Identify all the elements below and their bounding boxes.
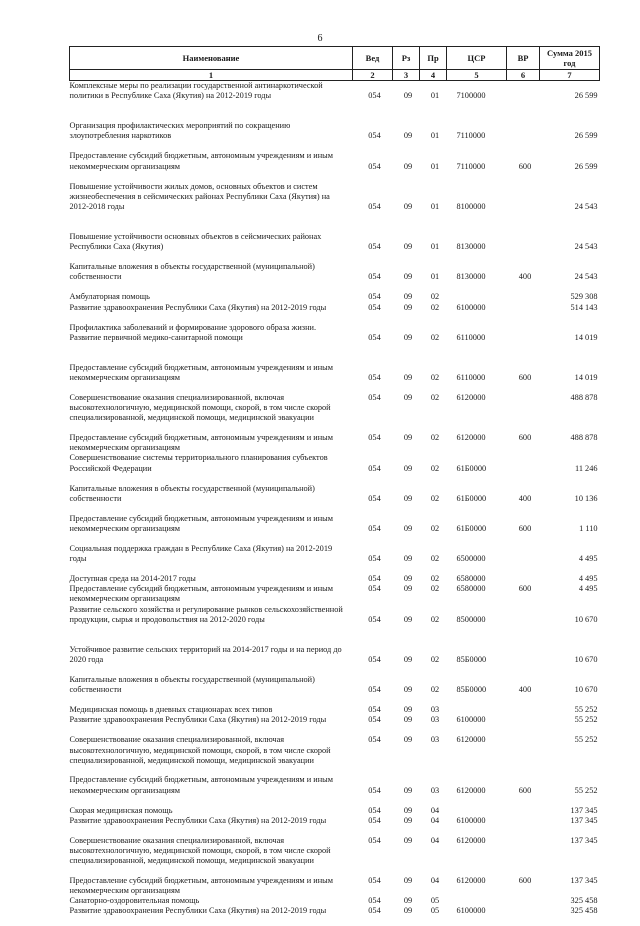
- row-ved: 054: [368, 574, 381, 584]
- row-rz: 09: [403, 493, 413, 503]
- table-row: [70, 182, 600, 232]
- row-sum: 137 345: [570, 875, 598, 885]
- row-csr: 8500000: [456, 614, 486, 624]
- table-row: [70, 816, 600, 836]
- row-name: Организация профилактических мероприятий по сокращению злоупотребления наркотиков: [69, 121, 291, 141]
- row-name: Социальная поддержка граждан в Республике Саха (Якутия) на 2012-2019 годы: [69, 543, 333, 564]
- row-vr: 400: [518, 493, 532, 503]
- table-row: [70, 151, 600, 181]
- row-ved: 054: [368, 735, 381, 745]
- table-row: [70, 514, 600, 544]
- row-rz: 09: [403, 805, 413, 815]
- row-sum: 55 252: [574, 705, 598, 715]
- row-pr: 02: [430, 655, 440, 665]
- row-pr: 01: [430, 91, 440, 101]
- row-rz: 09: [403, 463, 413, 473]
- row-vr: [507, 715, 540, 735]
- row-rz: 09: [403, 302, 413, 312]
- row-rz: 09: [403, 332, 413, 342]
- row-vr: [507, 81, 540, 122]
- row-csr: 7110000: [456, 161, 486, 171]
- row-sum: 55 252: [574, 735, 598, 745]
- row-name: Развитие здравоохранения Республики Саха (Якутия) на 2012-2019 годы: [69, 906, 327, 916]
- row-ved: 054: [368, 685, 381, 695]
- row-csr: [447, 806, 507, 816]
- row-sum: 26 599: [574, 91, 598, 101]
- table-row: [70, 484, 600, 514]
- row-csr: 8130000: [456, 272, 486, 282]
- row-ved: 054: [368, 584, 381, 594]
- row-name: Скорая медицинская помощь: [69, 805, 173, 815]
- row-vr: 600: [518, 432, 532, 442]
- row-csr: 6120000: [456, 835, 486, 845]
- row-ved: 054: [368, 372, 381, 382]
- column-number: 1: [70, 70, 353, 81]
- row-name: Повышение устойчивости жилых домов, основных объектов и систем жизнеобеспечения в сейсмических районах Республики Саха (Якутия) на 2012-2018 годы: [69, 181, 330, 211]
- row-ved: 054: [368, 392, 381, 402]
- column-number: 5: [447, 70, 507, 81]
- row-csr: 6580000: [456, 574, 486, 584]
- row-csr: 8130000: [456, 242, 486, 252]
- row-pr: 04: [430, 815, 440, 825]
- row-sum: 26 599: [574, 131, 598, 141]
- row-vr: [507, 323, 540, 353]
- row-name: Повышение устойчивости основных объектов в сейсмических районах Республики Саха (Якутия): [69, 231, 322, 252]
- row-name: Совершенствование системы территориального планирования субъектов Российской Федерации: [69, 453, 328, 473]
- row-csr: 6120000: [456, 392, 486, 402]
- row-name: Развитие здравоохранения Республики Саха (Якутия) на 2012-2019 годы: [69, 715, 327, 725]
- row-name: Амбулаторная помощь: [69, 292, 150, 302]
- row-sum: 4 495: [578, 574, 598, 584]
- header-csr: ЦСР: [447, 47, 507, 70]
- table-row: [70, 292, 600, 302]
- row-sum: 529 308: [570, 292, 598, 302]
- row-csr: 6120000: [456, 735, 486, 745]
- row-spacer-cell: [70, 353, 600, 363]
- row-pr: 04: [430, 805, 440, 815]
- row-ved: 054: [368, 785, 381, 795]
- row-csr: 6100000: [456, 815, 486, 825]
- row-rz: 09: [403, 875, 413, 885]
- row-pr: 04: [430, 835, 440, 845]
- row-vr: 400: [518, 272, 532, 282]
- table-row: [70, 715, 600, 735]
- row-sum: 4 495: [578, 554, 598, 564]
- row-pr: 03: [430, 785, 440, 795]
- row-rz: 09: [403, 523, 413, 533]
- row-rz: 09: [403, 906, 413, 916]
- row-csr: 6110000: [456, 332, 486, 342]
- row-vr: [507, 393, 540, 433]
- table-row: [70, 323, 600, 353]
- row-pr: 01: [430, 272, 440, 282]
- row-pr: 01: [430, 242, 440, 252]
- row-sum: 55 252: [574, 715, 598, 725]
- row-sum: 11 246: [574, 463, 598, 473]
- row-name: Профилактика заболеваний и формирование здорового образа жизни. Развитие первичной медико-санитарной помощи: [69, 322, 317, 342]
- row-ved: 054: [368, 463, 381, 473]
- table-row: [70, 574, 600, 584]
- row-pr: 02: [430, 554, 440, 564]
- row-sum: 488 878: [570, 392, 598, 402]
- row-pr: 02: [430, 584, 440, 594]
- row-sum: 137 345: [570, 815, 598, 825]
- row-rz: 09: [403, 272, 413, 282]
- row-sum: 325 458: [570, 906, 598, 916]
- row-vr: [507, 645, 540, 675]
- row-name: Развитие сельского хозяйства и регулирование рынков сельскохозяйственной продукции, сырья и продовольствия на 2012-2020 годы: [69, 604, 343, 624]
- row-name: Предоставление субсидий бюджетным, автономным учреждениям и иным некоммерческим организациям: [69, 775, 333, 795]
- column-number: 3: [393, 70, 420, 81]
- row-vr: [507, 121, 540, 151]
- row-rz: 09: [403, 91, 413, 101]
- row-pr: 01: [430, 161, 440, 171]
- row-ved: 054: [368, 906, 381, 916]
- row-rz: 09: [403, 131, 413, 141]
- row-ved: 054: [368, 614, 381, 624]
- row-name: Совершенствование оказания специализированной, включая высокотехнологичную, медицинской помощи, скорой, в том числе скорой специализированной, медицинской помощи, медицинской эвакуации: [69, 392, 331, 423]
- row-pr: 01: [430, 131, 440, 141]
- row-ved: 054: [368, 835, 381, 845]
- row-vr: [507, 735, 540, 775]
- column-number: 2: [353, 70, 393, 81]
- row-vr: [507, 806, 540, 816]
- row-pr: 02: [430, 432, 440, 442]
- table-row: [70, 735, 600, 775]
- column-number: 6: [507, 70, 540, 81]
- row-name: Капитальные вложения в объекты государственной (муниципальной) собственности: [69, 262, 315, 282]
- row-pr: 02: [430, 523, 440, 533]
- table-row: [70, 675, 600, 705]
- row-vr: [507, 232, 540, 262]
- row-vr: [507, 705, 540, 715]
- table-row: [70, 705, 600, 715]
- row-rz: 09: [403, 584, 413, 594]
- row-rz: 09: [403, 292, 413, 302]
- row-name: Устойчивое развитие сельских территорий на 2014-2017 годы и на период до 2020 года: [69, 644, 342, 665]
- table-row: [70, 645, 600, 675]
- row-name: Совершенствование оказания специализированной, включая высокотехнологичную, медицинской помощи, скорой, в том числе скорой специализированной, медицинской помощи, медицинской эвакуации: [69, 835, 331, 866]
- row-csr: 6500000: [456, 554, 486, 564]
- row-pr: 03: [430, 705, 440, 715]
- row-rz: 09: [403, 392, 413, 402]
- row-rz: 09: [403, 685, 413, 695]
- header-pr: Пр: [420, 47, 447, 70]
- row-sum: 137 345: [570, 835, 598, 845]
- row-vr: [507, 544, 540, 574]
- row-csr: 7100000: [456, 91, 486, 101]
- header-sum: Сумма 2015 год: [540, 47, 600, 70]
- row-name: Медицинская помощь в дневных стационарах всех типов: [69, 705, 273, 715]
- table-row: [70, 605, 600, 645]
- row-csr: 6120000: [456, 785, 486, 795]
- row-name: Развитие здравоохранения Республики Саха (Якутия) на 2012-2019 годы: [69, 302, 327, 312]
- row-vr: 400: [518, 685, 532, 695]
- row-name: Комплексные меры по реализации государственной антинаркотической политики в Республике Саха (Якутия) на 2012-2019 годы: [69, 81, 323, 101]
- row-rz: 09: [403, 554, 413, 564]
- table-row: [70, 544, 600, 574]
- row-rz: 09: [403, 815, 413, 825]
- table-row: [70, 363, 600, 393]
- row-name: Предоставление субсидий бюджетным, автономным учреждениям и иным некоммерческим организациям: [69, 432, 333, 453]
- row-csr: 6100000: [456, 715, 486, 725]
- row-csr: 6110000: [456, 372, 486, 382]
- row-ved: 054: [368, 201, 381, 211]
- row-vr: [507, 303, 540, 323]
- row-rz: 09: [403, 835, 413, 845]
- table-row: [70, 806, 600, 816]
- row-pr: 02: [430, 463, 440, 473]
- row-pr: 02: [430, 493, 440, 503]
- table-row: [70, 775, 600, 805]
- row-vr: [507, 836, 540, 876]
- row-sum: 10 670: [574, 685, 598, 695]
- header-name: Наименование: [70, 47, 353, 70]
- row-vr: 600: [518, 161, 532, 171]
- row-ved: 054: [368, 332, 381, 342]
- row-name: Предоставление субсидий бюджетным, автономным учреждениям и иным некоммерческим организациям: [69, 151, 333, 171]
- header-rz: Рз: [393, 47, 420, 70]
- row-ved: 054: [368, 815, 381, 825]
- row-sum: 14 019: [574, 372, 598, 382]
- row-pr: 01: [430, 201, 440, 211]
- row-sum: 24 543: [574, 272, 598, 282]
- column-numbers-row: [70, 70, 600, 81]
- row-name: Доступная среда на 2014-2017 годы: [69, 574, 196, 584]
- row-rz: 09: [403, 161, 413, 171]
- row-rz: 09: [403, 432, 413, 442]
- row-sum: 10 670: [574, 655, 598, 665]
- row-csr: 6100000: [456, 906, 486, 916]
- row-csr: 61Б0000: [456, 463, 487, 473]
- row-vr: [507, 574, 540, 584]
- page-number: 6: [317, 33, 323, 44]
- header-row: [70, 47, 600, 70]
- row-pr: 02: [430, 685, 440, 695]
- table-row: [70, 433, 600, 453]
- row-vr: 600: [518, 785, 532, 795]
- row-sum: 14 019: [574, 332, 598, 342]
- table-row: [70, 393, 600, 433]
- table-row: [70, 453, 600, 483]
- row-rz: 09: [403, 372, 413, 382]
- row-sum: 4 495: [578, 584, 598, 594]
- row-csr: 6120000: [456, 432, 486, 442]
- row-ved: 054: [368, 432, 381, 442]
- row-csr: 8100000: [456, 201, 486, 211]
- row-pr: 03: [430, 735, 440, 745]
- row-name: Капитальные вложения в объекты государственной (муниципальной) собственности: [69, 483, 315, 503]
- row-rz: 09: [403, 785, 413, 795]
- table-row: [70, 584, 600, 604]
- row-ved: 054: [368, 554, 381, 564]
- row-pr: 02: [430, 392, 440, 402]
- row-rz: 09: [403, 705, 413, 715]
- table-row: [70, 836, 600, 876]
- header-ved: Вед: [353, 47, 393, 70]
- row-name: Развитие здравоохранения Республики Саха (Якутия) на 2012-2019 годы: [69, 815, 327, 825]
- row-ved: 054: [368, 91, 381, 101]
- row-spacer: [70, 353, 600, 363]
- row-csr: 85Б0000: [456, 655, 487, 665]
- row-csr: 6580000: [456, 584, 486, 594]
- row-ved: 054: [368, 655, 381, 665]
- row-name: Совершенствование оказания специализированной, включая высокотехнологичную, медицинской помощи, скорой, в том числе скорой специализированной, медицинской помощи, медицинской эвакуации: [69, 735, 331, 765]
- row-pr: 05: [430, 906, 440, 916]
- row-csr: 61Б0000: [456, 493, 487, 503]
- row-sum: 325 458: [570, 896, 598, 906]
- row-csr: 6120000: [456, 875, 486, 885]
- row-name: Предоставление субсидий бюджетным, автономным учреждениям и иным некоммерческим организациям: [69, 875, 333, 896]
- row-pr: 02: [430, 614, 440, 624]
- table-row: [70, 232, 600, 262]
- table-row: [70, 262, 600, 292]
- row-pr: 02: [430, 302, 440, 312]
- row-sum: 514 143: [570, 302, 598, 312]
- header-vr: ВР: [507, 47, 540, 70]
- row-vr: 600: [518, 875, 532, 885]
- row-ved: 054: [368, 715, 381, 725]
- column-number: 4: [420, 70, 447, 81]
- budget-table: [69, 46, 600, 926]
- row-pr: 02: [430, 292, 440, 302]
- row-name: Капитальные вложения в объекты государственной (муниципальной) собственности: [69, 675, 315, 695]
- row-ved: 054: [368, 896, 381, 906]
- row-rz: 09: [403, 201, 413, 211]
- row-vr: [507, 182, 540, 232]
- row-vr: [507, 816, 540, 836]
- row-rz: 09: [403, 242, 413, 252]
- row-name: Предоставление субсидий бюджетным, автономным учреждениям и иным некоммерческим организациям: [69, 584, 333, 604]
- row-rz: 09: [403, 896, 413, 906]
- row-rz: 09: [403, 655, 413, 665]
- row-sum: 24 543: [574, 201, 598, 211]
- row-rz: 09: [403, 735, 413, 745]
- row-rz: 09: [403, 715, 413, 725]
- row-name: Санаторно-оздоровительная помощь: [69, 896, 200, 906]
- column-number: 7: [540, 70, 600, 81]
- row-name: Предоставление субсидий бюджетным, автономным учреждениям и иным некоммерческим организациям: [69, 362, 333, 382]
- table-row: [70, 81, 600, 122]
- row-rz: 09: [403, 614, 413, 624]
- row-csr: [447, 705, 507, 715]
- row-ved: 054: [368, 242, 381, 252]
- table-row: [70, 303, 600, 323]
- row-sum: 10 670: [574, 614, 598, 624]
- row-ved: 054: [368, 161, 381, 171]
- row-vr: [507, 906, 540, 926]
- row-ved: 054: [368, 272, 381, 282]
- row-vr: [507, 605, 540, 645]
- row-vr: [507, 453, 540, 483]
- row-sum: 488 878: [570, 432, 598, 442]
- row-sum: 10 136: [574, 493, 598, 503]
- row-ved: 054: [368, 493, 381, 503]
- row-ved: 054: [368, 302, 381, 312]
- row-name: Предоставление субсидий бюджетным, автономным учреждениям и иным некоммерческим организациям: [69, 513, 333, 533]
- row-ved: 054: [368, 523, 381, 533]
- row-pr: 02: [430, 574, 440, 584]
- row-ved: 054: [368, 131, 381, 141]
- table-row: [70, 906, 600, 926]
- row-csr: [447, 292, 507, 302]
- row-csr: 85Б0000: [456, 685, 487, 695]
- row-ved: 054: [368, 875, 381, 885]
- row-sum: 55 252: [574, 785, 598, 795]
- row-pr: 02: [430, 372, 440, 382]
- row-sum: 137 345: [570, 805, 598, 815]
- row-sum: 1 110: [579, 523, 598, 533]
- row-csr: 61Б0000: [456, 523, 487, 533]
- table-row: [70, 876, 600, 896]
- row-pr: 03: [430, 715, 440, 725]
- row-ved: 054: [368, 805, 381, 815]
- row-vr: [507, 292, 540, 302]
- row-pr: 04: [430, 875, 440, 885]
- row-csr: 6100000: [456, 302, 486, 312]
- table-row: [70, 121, 600, 151]
- row-ved: 054: [368, 292, 381, 302]
- row-sum: 26 599: [574, 161, 598, 171]
- row-csr: 7110000: [456, 131, 486, 141]
- row-vr: 600: [518, 523, 532, 533]
- row-pr: 02: [430, 332, 440, 342]
- row-sum: 24 543: [574, 242, 598, 252]
- row-vr: 600: [518, 372, 532, 382]
- row-ved: 054: [368, 705, 381, 715]
- row-pr: 05: [430, 896, 440, 906]
- row-vr: 600: [518, 584, 532, 594]
- row-rz: 09: [403, 574, 413, 584]
